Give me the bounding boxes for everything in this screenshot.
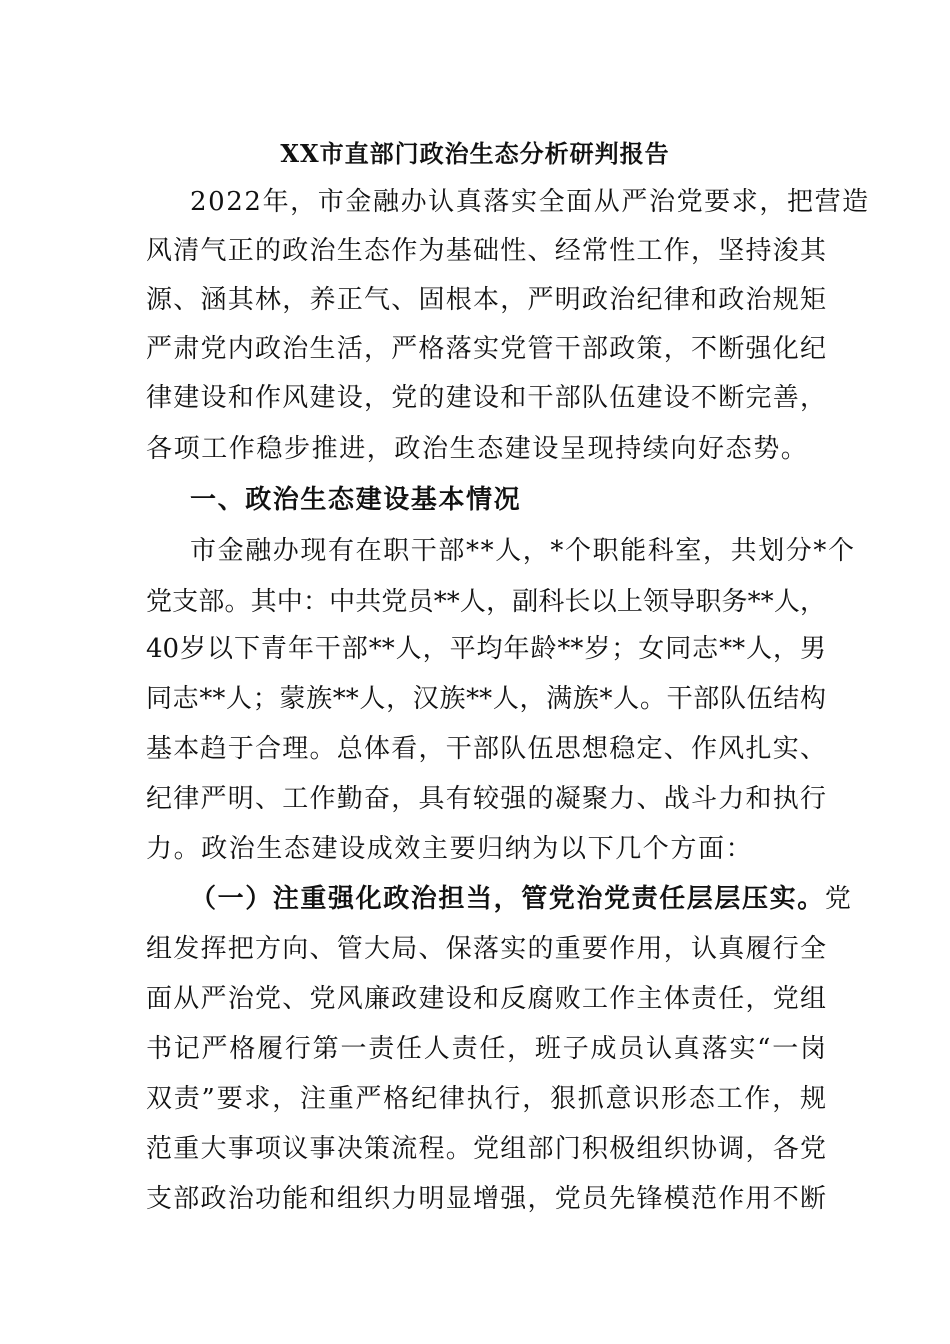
section-line: 同志**人；蒙族**人，汉族**人，满族*人。干部队伍结构 bbox=[146, 684, 826, 714]
section-line: 40岁以下青年干部**人，平均年龄**岁；女同志**人，男 bbox=[146, 634, 826, 664]
subsection-line: 面从严治党、党风廉政建设和反腐败工作主体责任，党组 bbox=[146, 984, 826, 1014]
section-heading: 一、政治生态建设基本情况 bbox=[190, 485, 522, 515]
subsection-line: 书记严格履行第一责任人责任，班子成员认真落实“一岗 bbox=[146, 1034, 826, 1064]
intro-line: 2022年，市金融办认真落实全面从严治党要求，把营造 bbox=[190, 187, 870, 217]
subsection-line: 双责”要求，注重严格纪律执行，狠抓意识形态工作，规 bbox=[146, 1084, 826, 1114]
subsection-heading: （一）注重强化政治担当，管党治党责任层层压实。 bbox=[190, 884, 825, 914]
section-line: 纪律严明、工作勤奋，具有较强的凝聚力、战斗力和执行 bbox=[146, 784, 826, 814]
section-line: 力。政治生态建设成效主要归纳为以下几个方面： bbox=[146, 834, 754, 864]
subsection-first-line bbox=[190, 882, 853, 916]
section-line: 党支部。其中：中共党员**人，副科长以上领导职务**人， bbox=[146, 587, 826, 617]
intro-line: 律建设和作风建设，党的建设和干部队伍建设不断完善， bbox=[146, 383, 826, 413]
intro-line: 严肃党内政治生活，严格落实党管干部政策，不断强化纪 bbox=[146, 334, 826, 364]
document-title: XX市直部门政治生态分析研判报告 bbox=[280, 139, 670, 168]
intro-line: 各项工作稳步推进，政治生态建设呈现持续向好态势。 bbox=[146, 434, 809, 464]
subsection-line: 范重大事项议事决策流程。党组部门积极组织协调，各党 bbox=[146, 1134, 826, 1164]
intro-line: 风清气正的政治生态作为基础性、经常性工作，坚持浚其 bbox=[146, 236, 826, 266]
subsection-text: 党 bbox=[824, 884, 853, 914]
subsection-line: 支部政治功能和组织力明显增强，党员先锋模范作用不断 bbox=[146, 1184, 826, 1214]
section-line: 市金融办现有在职干部**人，*个职能科室，共划分*个 bbox=[190, 536, 856, 566]
subsection-line: 组发挥把方向、管大局、保落实的重要作用，认真履行全 bbox=[146, 934, 826, 964]
intro-line: 源、涵其林，养正气、固根本，严明政治纪律和政治规矩 bbox=[146, 285, 826, 315]
section-line: 基本趋于合理。总体看，干部队伍思想稳定、作风扎实、 bbox=[146, 734, 826, 764]
